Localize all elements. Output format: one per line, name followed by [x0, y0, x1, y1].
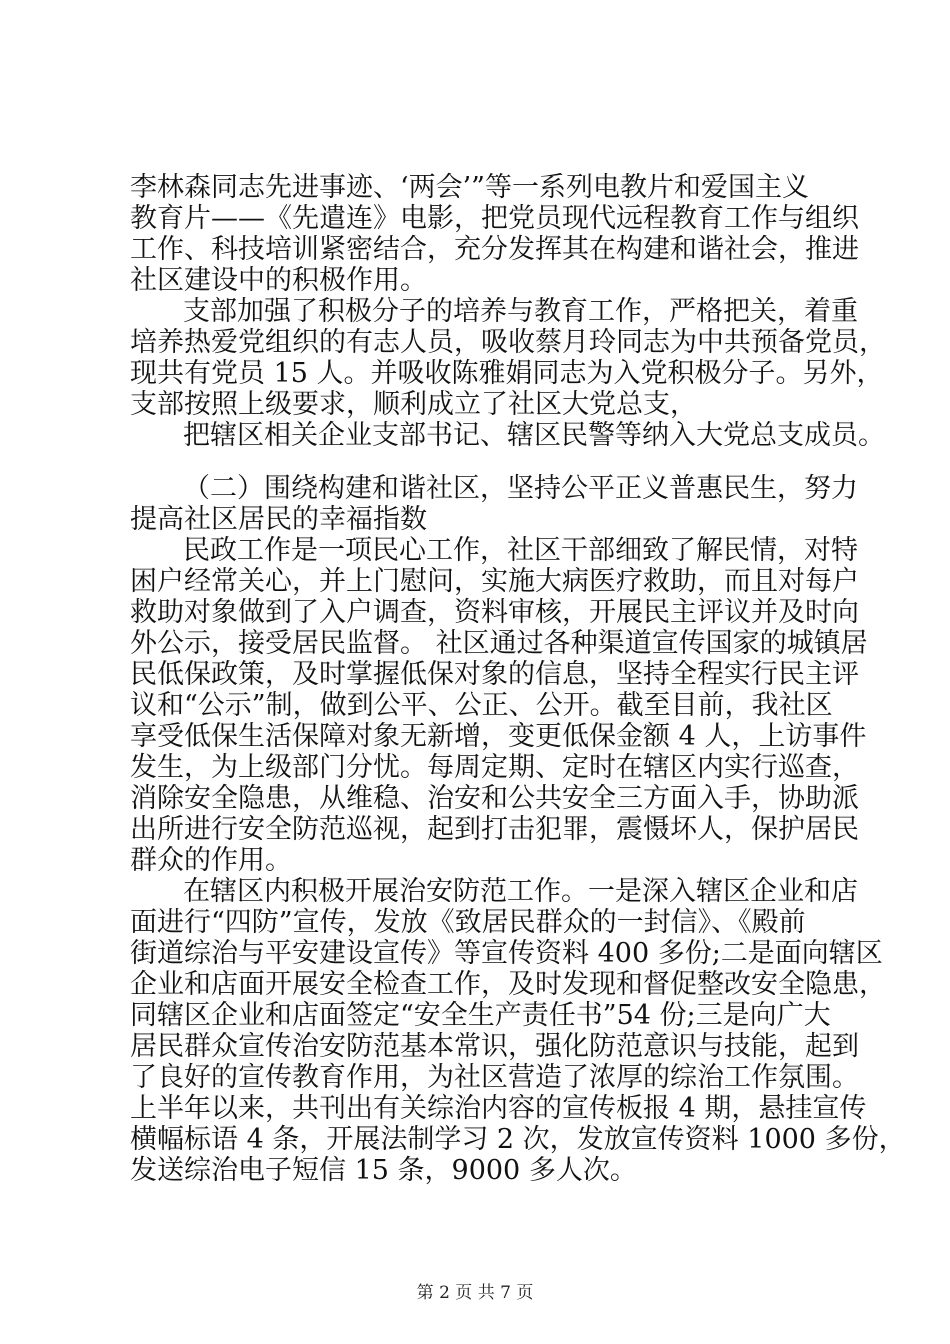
line-text: 民政工作是一项民心工作，社区干部细致了解民情，对特 — [183, 535, 858, 566]
line-text: 了良好的宣传教育作用，为社区营造了浓厚的综治工作氛围。 — [130, 1062, 859, 1093]
line-text: 把辖区相关企业支部书记、辖区民警等纳入大党总支成员。 — [183, 420, 885, 451]
line-text: 议和“公示”制，做到公平、公正、公开。截至目前，我社区 — [130, 690, 833, 721]
line-text: 外公示，接受居民监督。 社区通过各种渠道宣传国家的城镇居 — [130, 628, 868, 659]
line-text: 街道综治与平安建设宣传》等宣传资料 400 多份;二是面向辖区 — [130, 938, 883, 969]
line-text: 培养热爱党组织的有志人员，吸收蔡月玲同志为中共预备党员， — [130, 327, 886, 358]
line-text: （二）围绕构建和谐社区，坚持公平正义普惠民生，努力 — [183, 473, 858, 504]
line-text: 工作、科技培训紧密结合，充分发挥其在构建和谐社会，推进 — [130, 234, 859, 265]
line-text: 居民群众宣传治安防范基本常识，强化防范意识与技能，起到 — [130, 1031, 859, 1062]
line-text: 享受低保生活保障对象无新增，变更低保金额 4 人，上访事件 — [130, 721, 867, 752]
line-text: 民低保政策，及时掌握低保对象的信息，坚持全程实行民主评 — [130, 659, 859, 690]
line-text: 企业和店面开展安全检查工作，及时发现和督促整改安全隐患， — [130, 969, 886, 1000]
line-text: 发送综治电子短信 15 条，9000 多人次。 — [130, 1155, 637, 1186]
line-text: 社区建设中的积极作用。 — [130, 265, 427, 296]
line-text: 困户经常关心，并上门慰问，实施大病医疗救助，而且对每户 — [130, 566, 859, 597]
page-footer: 第 2 页 共 7 页 — [416, 1283, 534, 1303]
line-text: 消除安全隐患，从维稳、治安和公共安全三方面入手，协助派 — [130, 783, 859, 814]
line-text: 上半年以来，共刊出有关综治内容的宣传板报 4 期，悬挂宣传 — [130, 1093, 867, 1124]
line-text: 李林森同志先进事迹、‘两会’”等一系列电教片和爱国主义 — [130, 172, 809, 203]
line-text: 在辖区内积极开展治安防范工作。一是深入辖区企业和店 — [183, 876, 858, 907]
line-text: 群众的作用。 — [130, 845, 292, 876]
line-text: 教育片——《先遣连》电影，把党员现代远程教育工作与组织 — [130, 203, 859, 234]
line-text: 支部加强了积极分子的培养与教育工作，严格把关，着重 — [183, 296, 858, 327]
line-text: 支部按照上级要求，顺利成立了社区大党总支， — [130, 389, 697, 420]
line-text: 救助对象做到了入户调查，资料审核，开展民主评议并及时向 — [130, 597, 859, 628]
line-text: 出所进行安全防范巡视，起到打击犯罪，震慑坏人，保护居民 — [130, 814, 859, 845]
line-text: 提高社区居民的幸福指数 — [130, 504, 427, 535]
line-text: 现共有党员 15 人。并吸收陈雅娟同志为入党积极分子。另外， — [130, 358, 884, 389]
line-text: 发生，为上级部门分忧。每周定期、定时在辖区内实行巡查， — [130, 752, 859, 783]
line-text: 横幅标语 4 条，开展法制学习 2 次，发放宣传资料 1000 多份， — [130, 1124, 906, 1155]
line-text: 面进行“四防”宣传，发放《致居民群众的一封信》、《殿前 — [130, 907, 806, 938]
line-text: 同辖区企业和店面签定“安全生产责任书”54 份;三是向广大 — [130, 1000, 831, 1031]
